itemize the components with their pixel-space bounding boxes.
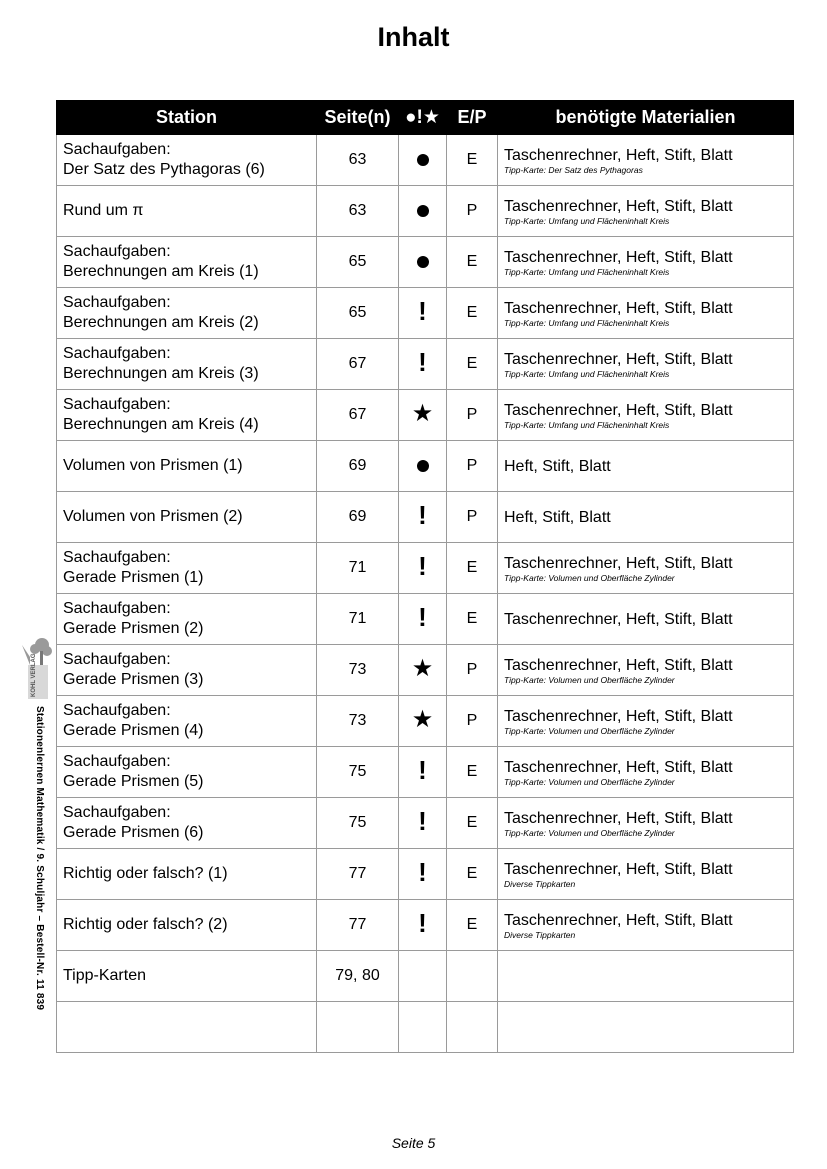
ep-cell: E <box>447 543 498 594</box>
materials-cell <box>498 186 794 237</box>
station-cell <box>57 1002 317 1053</box>
table-row <box>57 594 794 645</box>
station-cell <box>57 441 317 492</box>
ep-cell: P <box>447 390 498 441</box>
tip-card-note: Diverse Tippkarten <box>504 929 576 940</box>
page-cell: 67 <box>317 390 399 441</box>
station-line-1: Richtig oder falsch? (2) <box>63 916 228 933</box>
station-cell <box>57 390 317 441</box>
station-line-2: Berechnungen am Kreis (3) <box>63 365 259 382</box>
materials-cell <box>498 390 794 441</box>
page-cell: 65 <box>317 237 399 288</box>
station-cell <box>57 849 317 900</box>
materials-text: Taschenrechner, Heft, Stift, Blatt <box>504 611 733 628</box>
page-cell: 69 <box>317 492 399 543</box>
difficulty-cell <box>399 1002 447 1053</box>
difficulty-cell <box>399 492 447 543</box>
publisher-sidebar <box>8 635 54 1035</box>
ep-cell: E <box>447 237 498 288</box>
difficulty-cell <box>399 339 447 390</box>
exclamation-icon: ! <box>418 346 427 377</box>
station-cell <box>57 339 317 390</box>
station-line-1: Sachaufgaben: <box>63 243 171 260</box>
ep-cell: E <box>447 747 498 798</box>
dot-icon <box>417 256 429 268</box>
difficulty-cell <box>399 594 447 645</box>
dot-icon <box>417 154 429 166</box>
materials-text: Taschenrechner, Heft, Stift, Blatt <box>504 860 733 878</box>
publisher-logo <box>20 635 54 701</box>
tip-card-note: Tipp-Karte: Volumen und Oberfläche Zylinder <box>504 674 675 685</box>
materials-cell <box>498 135 794 186</box>
station-cell <box>57 543 317 594</box>
header-symbols <box>399 101 447 135</box>
station-line-2: Berechnungen am Kreis (4) <box>63 416 259 433</box>
page-cell: 77 <box>317 849 399 900</box>
ep-cell: P <box>447 186 498 237</box>
station-cell <box>57 492 317 543</box>
station-cell <box>57 645 317 696</box>
difficulty-cell <box>399 849 447 900</box>
materials-text: Taschenrechner, Heft, Stift, Blatt <box>504 146 733 164</box>
difficulty-cell <box>399 645 447 696</box>
svg-text:KOHL VERLAG: KOHL VERLAG <box>31 653 37 697</box>
station-cell <box>57 747 317 798</box>
materials-text: Taschenrechner, Heft, Stift, Blatt <box>504 656 733 674</box>
materials-cell <box>498 339 794 390</box>
table-row <box>57 186 794 237</box>
difficulty-cell <box>399 747 447 798</box>
page-cell: 65 <box>317 288 399 339</box>
exclamation-icon: ! <box>418 856 427 887</box>
station-cell <box>57 900 317 951</box>
page-cell: 69 <box>317 441 399 492</box>
materials-cell <box>498 492 794 543</box>
difficulty-cell <box>399 237 447 288</box>
tip-card-note: Tipp-Karte: Der Satz des Pythagoras <box>504 164 643 175</box>
page-title: Inhalt <box>377 22 450 52</box>
star-icon: ★ <box>411 399 434 427</box>
tip-card-note: Tipp-Karte: Umfang und Flächeninhalt Kreis <box>504 368 670 379</box>
difficulty-cell <box>399 900 447 951</box>
ep-cell <box>447 951 498 1002</box>
materials-cell <box>498 900 794 951</box>
page-cell <box>317 1002 399 1053</box>
station-line-1: Sachaufgaben: <box>63 396 171 413</box>
station-line-2: Der Satz des Pythagoras (6) <box>63 161 265 178</box>
station-line-1: Volumen von Prismen (2) <box>63 508 243 525</box>
ep-cell <box>447 1002 498 1053</box>
ep-cell: E <box>447 288 498 339</box>
materials-cell <box>498 696 794 747</box>
materials-text: Taschenrechner, Heft, Stift, Blatt <box>504 248 733 266</box>
station-cell <box>57 186 317 237</box>
ep-cell: E <box>447 798 498 849</box>
tip-card-note: Tipp-Karte: Volumen und Oberfläche Zylinder <box>504 725 675 736</box>
materials-cell <box>498 288 794 339</box>
ep-cell: P <box>447 492 498 543</box>
station-line-1: Sachaufgaben: <box>63 651 171 668</box>
materials-text: Taschenrechner, Heft, Stift, Blatt <box>504 809 733 827</box>
table-row <box>57 900 794 951</box>
station-line-1: Richtig oder falsch? (1) <box>63 865 228 882</box>
star-icon: ★ <box>411 705 434 733</box>
page-cell: 71 <box>317 594 399 645</box>
page-cell: 71 <box>317 543 399 594</box>
station-line-1: Sachaufgaben: <box>63 345 171 362</box>
station-line-2: Berechnungen am Kreis (1) <box>63 263 259 280</box>
table-row <box>57 237 794 288</box>
materials-cell <box>498 441 794 492</box>
table-row <box>57 441 794 492</box>
materials-text: Heft, Stift, Blatt <box>504 509 611 526</box>
station-cell <box>57 798 317 849</box>
page-cell: 67 <box>317 339 399 390</box>
ep-cell: P <box>447 645 498 696</box>
header-station: Station <box>57 101 317 135</box>
station-cell <box>57 237 317 288</box>
ep-cell: P <box>447 441 498 492</box>
station-line-1: Sachaufgaben: <box>63 804 171 821</box>
table-row <box>57 288 794 339</box>
materials-text: Taschenrechner, Heft, Stift, Blatt <box>504 197 733 215</box>
table-row <box>57 849 794 900</box>
table-row <box>57 135 794 186</box>
table-row <box>57 951 794 1002</box>
station-line-1: Sachaufgaben: <box>63 600 171 617</box>
table-row <box>57 696 794 747</box>
station-line-1: Tipp-Karten <box>63 967 146 984</box>
tip-card-note: Tipp-Karte: Volumen und Oberfläche Zylinder <box>504 776 675 787</box>
star-icon: ★ <box>411 654 434 682</box>
station-line-2: Gerade Prismen (2) <box>63 620 204 637</box>
station-line-2: Gerade Prismen (6) <box>63 824 204 841</box>
difficulty-cell <box>399 951 447 1002</box>
station-line-2: Berechnungen am Kreis (2) <box>63 314 259 331</box>
station-cell <box>57 288 317 339</box>
station-cell <box>57 696 317 747</box>
materials-text: Taschenrechner, Heft, Stift, Blatt <box>504 299 733 317</box>
ep-cell: E <box>447 135 498 186</box>
page-cell: 75 <box>317 747 399 798</box>
exclamation-icon: ! <box>418 499 427 530</box>
table-row <box>57 339 794 390</box>
station-line-1: Sachaufgaben: <box>63 294 171 311</box>
difficulty-cell <box>399 696 447 747</box>
exclamation-icon: ! <box>418 805 427 836</box>
contents-table <box>56 100 794 1053</box>
difficulty-cell <box>399 390 447 441</box>
table-header-row <box>57 101 794 135</box>
materials-text: Taschenrechner, Heft, Stift, Blatt <box>504 707 733 725</box>
page-cell: 63 <box>317 186 399 237</box>
header-materials: benötigte Materialien <box>498 101 794 135</box>
page-cell: 73 <box>317 696 399 747</box>
dot-icon <box>417 205 429 217</box>
sidebar-text: Stationenlernen Mathematik / 9. Schuljahr – Bestell-Nr. 11 839 <box>34 706 45 1011</box>
difficulty-cell <box>399 186 447 237</box>
header-seite: Seite(n) <box>317 101 399 135</box>
ep-cell: E <box>447 849 498 900</box>
table-row <box>57 492 794 543</box>
materials-cell <box>498 237 794 288</box>
materials-text: Taschenrechner, Heft, Stift, Blatt <box>504 554 733 572</box>
page-cell: 79, 80 <box>317 951 399 1002</box>
materials-cell <box>498 645 794 696</box>
tip-card-note: Tipp-Karte: Volumen und Oberfläche Zylinder <box>504 827 675 838</box>
materials-text: Taschenrechner, Heft, Stift, Blatt <box>504 911 733 929</box>
exclamation-icon: ! <box>418 550 427 581</box>
station-line-1: Rund um π <box>63 202 144 219</box>
ep-cell: E <box>447 339 498 390</box>
page-number: Seite 5 <box>391 1135 436 1151</box>
materials-text: Taschenrechner, Heft, Stift, Blatt <box>504 401 733 419</box>
difficulty-cell <box>399 798 447 849</box>
station-line-1: Sachaufgaben: <box>63 141 171 158</box>
ep-cell: P <box>447 696 498 747</box>
materials-cell <box>498 849 794 900</box>
station-line-2: Gerade Prismen (4) <box>63 722 204 739</box>
tip-card-note: Tipp-Karte: Volumen und Oberfläche Zylinder <box>504 572 675 583</box>
exclamation-icon: ! <box>418 295 427 326</box>
difficulty-cell <box>399 543 447 594</box>
tip-card-note: Tipp-Karte: Umfang und Flächeninhalt Kreis <box>504 419 670 430</box>
station-cell <box>57 951 317 1002</box>
exclamation-icon: ! <box>418 601 427 632</box>
page-cell: 63 <box>317 135 399 186</box>
ep-cell: E <box>447 900 498 951</box>
page-cell: 77 <box>317 900 399 951</box>
exclamation-icon: ! <box>418 754 427 785</box>
difficulty-cell <box>399 441 447 492</box>
materials-text: Heft, Stift, Blatt <box>504 458 611 475</box>
difficulty-cell <box>399 288 447 339</box>
ep-cell: E <box>447 594 498 645</box>
table-row <box>57 1002 794 1053</box>
materials-cell <box>498 951 794 1002</box>
table-row <box>57 390 794 441</box>
tip-card-note: Tipp-Karte: Umfang und Flächeninhalt Kreis <box>504 317 670 328</box>
table-row <box>57 798 794 849</box>
tip-card-note: Diverse Tippkarten <box>504 878 576 889</box>
station-cell <box>57 594 317 645</box>
station-line-1: Sachaufgaben: <box>63 753 171 770</box>
header-ep: E/P <box>447 101 498 135</box>
station-line-1: Sachaufgaben: <box>63 549 171 566</box>
materials-cell <box>498 747 794 798</box>
table-body <box>57 135 794 1053</box>
station-cell <box>57 135 317 186</box>
materials-text: Taschenrechner, Heft, Stift, Blatt <box>504 350 733 368</box>
station-line-1: Volumen von Prismen (1) <box>63 457 243 474</box>
dot-icon <box>417 460 429 472</box>
header-symbols-text: ●!★ <box>405 107 440 128</box>
materials-cell <box>498 1002 794 1053</box>
page-cell: 73 <box>317 645 399 696</box>
exclamation-icon: ! <box>418 907 427 938</box>
station-line-2: Gerade Prismen (3) <box>63 671 204 688</box>
materials-cell <box>498 594 794 645</box>
station-line-2: Gerade Prismen (1) <box>63 569 204 586</box>
station-line-1: Sachaufgaben: <box>63 702 171 719</box>
station-line-2: Gerade Prismen (5) <box>63 773 204 790</box>
table-row <box>57 747 794 798</box>
materials-cell <box>498 798 794 849</box>
table-row <box>57 645 794 696</box>
difficulty-cell <box>399 135 447 186</box>
tip-card-note: Tipp-Karte: Umfang und Flächeninhalt Kreis <box>504 266 670 277</box>
tip-card-note: Tipp-Karte: Umfang und Flächeninhalt Kreis <box>504 215 670 226</box>
materials-cell <box>498 543 794 594</box>
page-cell: 75 <box>317 798 399 849</box>
table-row <box>57 543 794 594</box>
materials-text: Taschenrechner, Heft, Stift, Blatt <box>504 758 733 776</box>
